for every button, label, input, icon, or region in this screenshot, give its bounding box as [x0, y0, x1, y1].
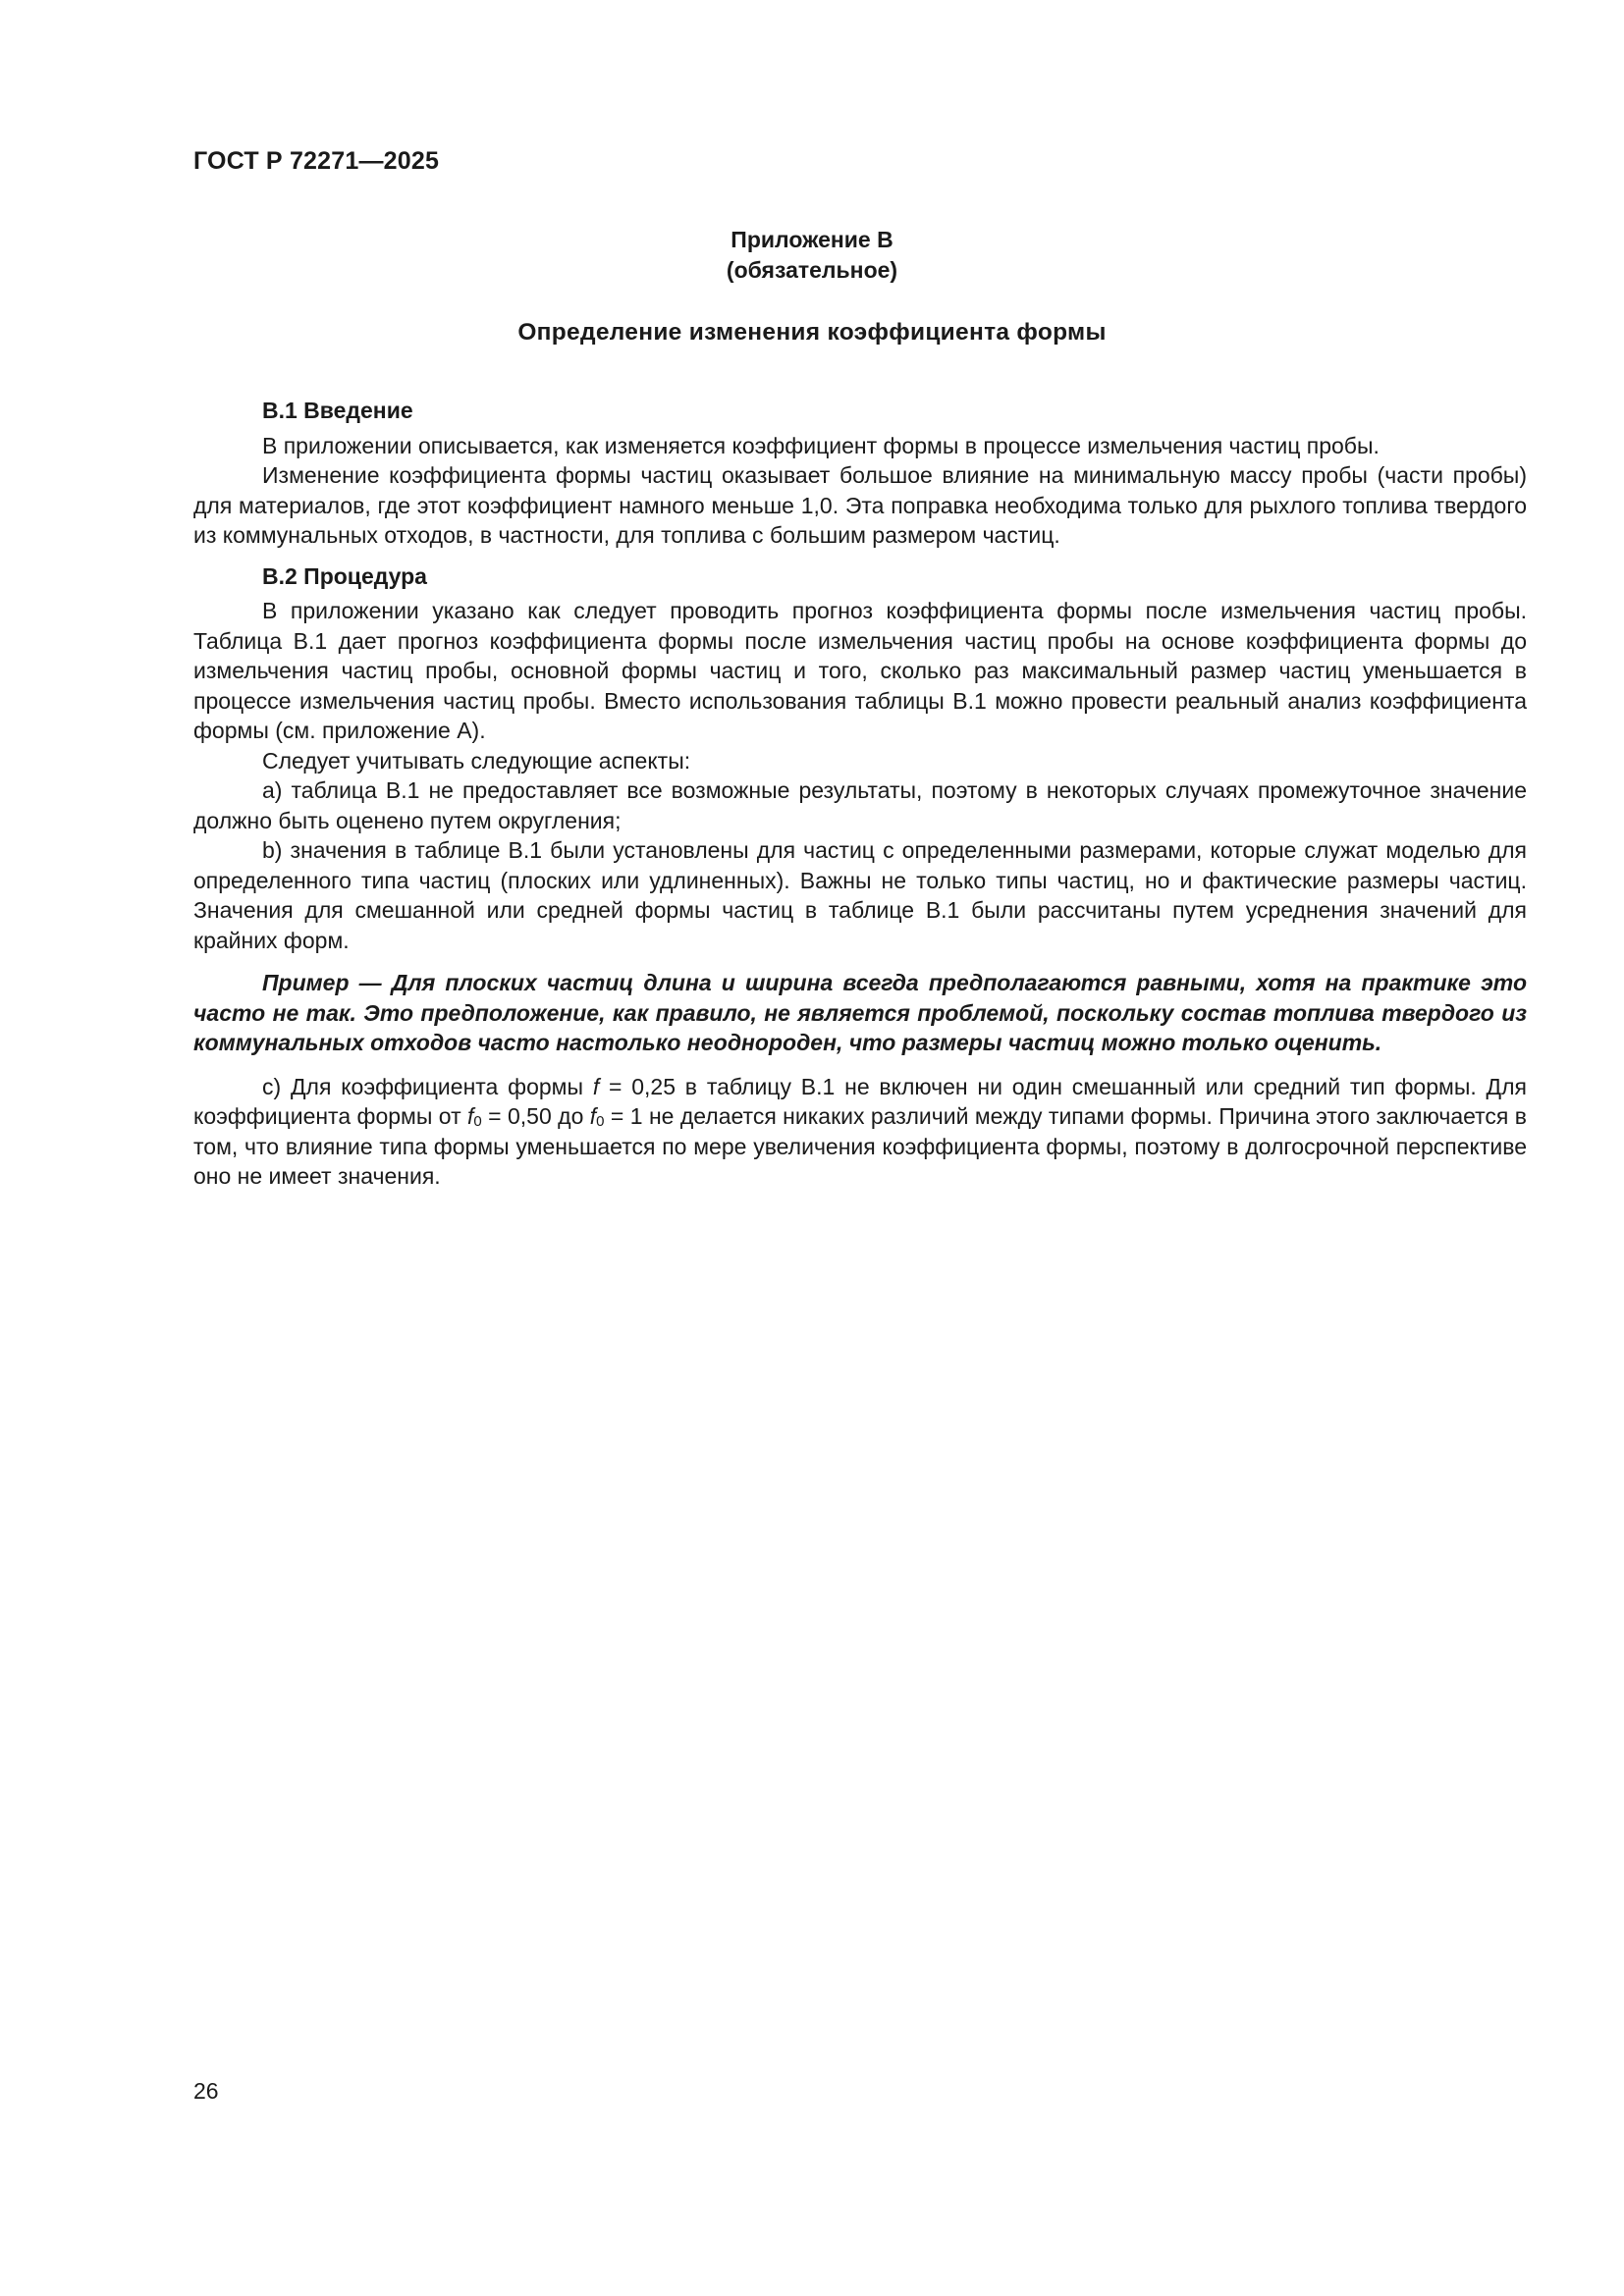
example-note: Пример — Для плоских частиц длина и ширина всегда предполагаются равными, хотя на практике это часто не так. Это предположение, как правило, не является проблемой, поскольку состав топлива твердого из коммунальных отходов часто настолько неоднороден, что размеры частиц можно только оценить. — [193, 970, 1527, 1055]
shape-factor-symbol: f — [589, 1103, 597, 1129]
page-number: 26 — [193, 2078, 219, 2104]
appendix-label: Приложение В — [731, 227, 893, 252]
item-c-text: = 1 не делается никаких различий между типами формы. Причина этого заключается в том, что влияние типа формы уменьшается по мере увеличения коэффициента формы, поэтому в долгосрочной перспективе оно не имеет значения. — [193, 1103, 1528, 1189]
paragraph: Изменение коэффициента формы частиц оказывает большое влияние на минимальную массу пробы (части пробы) для материалов, где этот коэффициент намного меньше 1,0. Эта поправка необходима только для рыхлого топлива твердого из коммунальных отходов, в частности, для топлива с большим размером частиц. — [193, 462, 1527, 548]
paragraph: Следует учитывать следующие аспекты: — [262, 747, 691, 774]
list-item-c — [193, 1072, 1527, 1192]
item-c-text: = 0,50 до — [481, 1103, 590, 1129]
list-item-b: b) значения в таблице В.1 были установлены для частиц с определенными размерами, которые служат моделью для определенного типа частиц (плоских или удлиненных). Важны не только типы частиц, но и фактические размеры частиц. Значения для смешанной или средней формы частиц в таблице В.1 были рассчитаны путем усреднения значений для крайних форм. — [193, 837, 1527, 953]
shape-factor-symbol: f — [592, 1073, 600, 1099]
appendix-status: (обязательное) — [726, 257, 898, 283]
paragraph: В приложении описывается, как изменяется коэффициент формы в процессе измельчения частиц пробы. — [262, 432, 1380, 458]
appendix-label-block — [0, 225, 1624, 286]
document-body — [193, 396, 1527, 1192]
section-heading-b2: В.2 Процедура — [262, 562, 427, 589]
appendix-title: Определение изменения коэффициента формы — [517, 319, 1107, 346]
section-heading-b1: В.1 Введение — [262, 398, 413, 423]
shape-factor-symbol: f — [467, 1103, 474, 1129]
item-c-text: = 0,25 в таблицу В.1 не включен ни один смешанный или средний тип формы. Для коэффициента формы от — [193, 1073, 1527, 1129]
list-item-a: а) таблица В.1 не предоставляет все возможные результаты, поэтому в некоторых случаях промежуточное значение должно быть оценено путем округления; — [193, 777, 1527, 833]
paragraph: В приложении указано как следует проводить прогноз коэффициента формы после измельчения частиц пробы. Таблица В.1 дает прогноз коэффициента формы после измельчения частиц пробы на основе коэффициента формы до измельчения частиц пробы, основной формы частиц и того, сколько раз максимальный размер частиц уменьшается в процессе измельчения частиц пробы. Вместо использования таблицы В.1 можно провести реальный анализ коэффициента формы (см. приложение А). — [193, 598, 1527, 743]
subscript: 0 — [473, 1113, 482, 1130]
item-c-text: с) Для коэффициента формы — [262, 1073, 593, 1099]
document-code-header: ГОСТ Р 72271—2025 — [193, 147, 440, 175]
subscript: 0 — [596, 1113, 605, 1130]
